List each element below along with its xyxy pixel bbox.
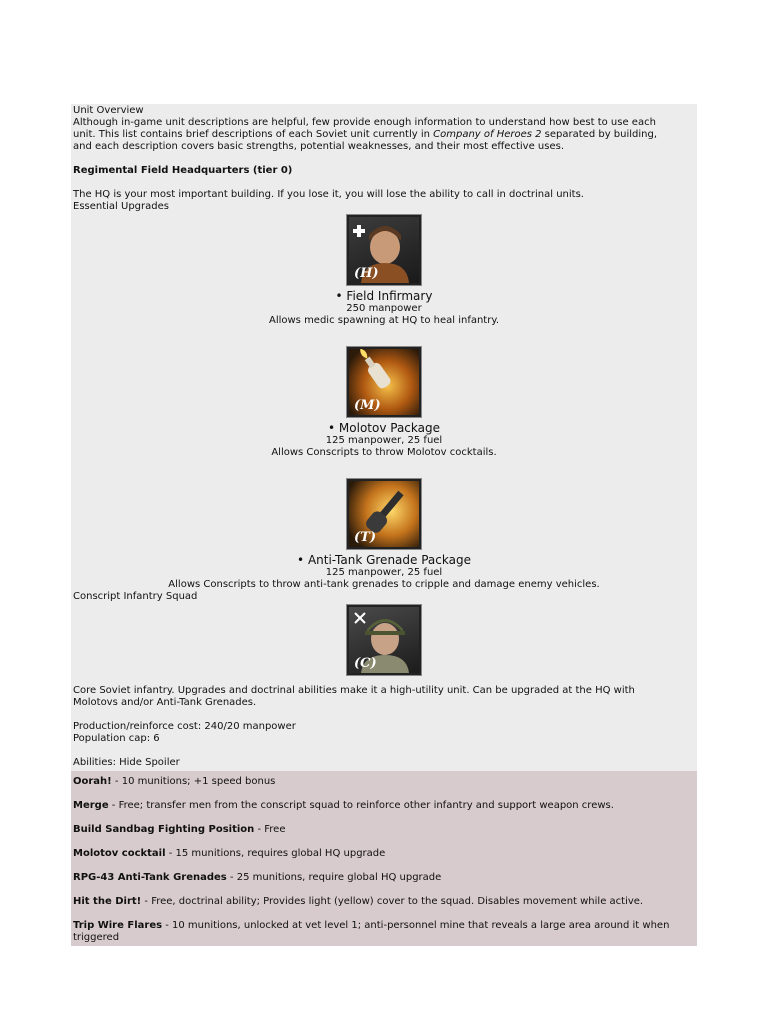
overview-intro-2: unit. This list contains brief descriptions of each Soviet unit currently in Company of Heroes 2 separated by building,: [73, 129, 658, 140]
production-cost: Production/reinforce cost: 240/20 manpower: [73, 721, 296, 732]
conscript-desc-1: Core Soviet infantry. Upgrades and doctrinal abilities make it a high-utility unit. Can be upgraded at the HQ with: [73, 685, 635, 696]
ability-item: RPG-43 Anti-Tank Grenades - 25 munitions, require global HQ upgrade: [73, 872, 442, 883]
upgrade-desc: Allows medic spawning at HQ to heal infantry.: [268, 315, 500, 326]
upgrade-item: [73, 347, 695, 459]
conscript-desc-2: Molotovs and/or Anti-Tank Grenades.: [73, 697, 257, 708]
upgrade-desc: Allows Conscripts to throw anti-tank grenades to cripple and damage enemy vehicles.: [168, 579, 600, 590]
grenade-icon: (T): [347, 479, 421, 549]
upgrade-cost: 125 manpower, 25 fuel: [325, 435, 443, 446]
ability-item: Hit the Dirt! - Free, doctrinal ability; Provides light (yellow) cover to the squad. Disables movement while active.: [73, 896, 644, 907]
conscript-title: Conscript Infantry Squad: [73, 591, 198, 602]
upgrade-name: • Field Infirmary: [335, 289, 433, 303]
ability-item: Molotov cocktail - 15 munitions, requires global HQ upgrade: [73, 848, 386, 859]
overview-section: [71, 104, 697, 769]
hq-title: Regimental Field Headquarters (tier 0): [73, 165, 293, 176]
upgrade-desc: Allows Conscripts to throw Molotov cocktails.: [271, 447, 497, 458]
upgrades-label: Essential Upgrades: [73, 201, 169, 212]
molotov-icon: (M): [347, 347, 421, 417]
ability-item: Trip Wire Flares - 10 munitions, unlocked at vet level 1; anti-personnel mine that reveals a large area around it when triggered: [73, 920, 670, 943]
upgrade-cost: 125 manpower, 25 fuel: [325, 567, 443, 578]
upgrade-cost: 250 manpower: [346, 303, 422, 314]
overview-intro-3: and each description covers basic strengths, potential weaknesses, and their most effective uses.: [73, 141, 564, 152]
medic-portrait-icon: (H): [347, 215, 421, 285]
soldier-portrait-icon: (C): [347, 605, 421, 675]
overview-intro-1: Although in-game unit descriptions are helpful, few provide enough information to understand how best to use each: [73, 117, 656, 128]
upgrade-name: • Molotov Package: [328, 421, 440, 435]
hq-desc: The HQ is your most important building. If you lose it, you will lose the ability to call in doctrinal units.: [73, 189, 584, 200]
upgrade-name: • Anti-Tank Grenade Package: [297, 553, 471, 567]
upgrade-item: [73, 215, 695, 327]
population-cap: Population cap: 6: [73, 733, 160, 744]
upgrade-item: [73, 479, 695, 591]
ability-item: Merge - Free; transfer men from the conscript squad to reinforce other infantry and support weapon crews.: [73, 800, 614, 811]
abilities-spoiler: [71, 771, 697, 946]
overview-heading: Unit Overview: [73, 105, 144, 116]
document-page: [71, 104, 697, 946]
abilities-label: Abilities: Hide Spoiler: [73, 757, 180, 768]
ability-item: Build Sandbag Fighting Position - Free: [73, 824, 286, 835]
ability-item: Oorah! - 10 munitions; +1 speed bonus: [73, 776, 276, 787]
